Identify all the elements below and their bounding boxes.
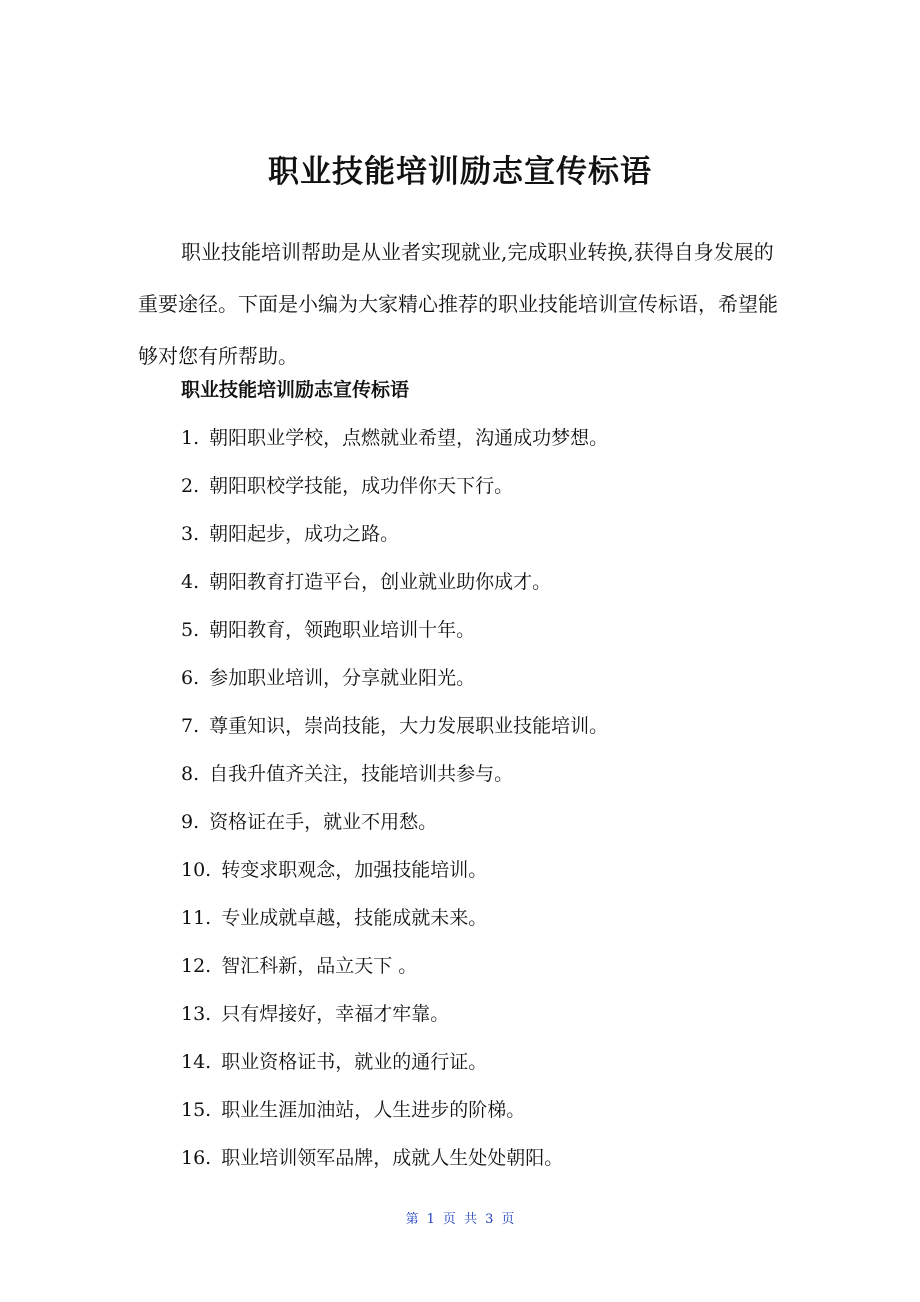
item-text: 自我升值齐关注，技能培训共参与。 [209, 763, 514, 785]
item-text: 职业生涯加油站，人生进步的阶梯。 [221, 1099, 526, 1121]
item-number: 1. [181, 427, 200, 449]
list-item [181, 664, 608, 712]
page-footer [0, 1208, 920, 1227]
item-text: 只有焊接好，幸福才牢靠。 [221, 1003, 450, 1025]
document-title: 职业技能培训励志宣传标语 [268, 154, 652, 190]
item-number: 14. [181, 1051, 212, 1073]
list-item [181, 568, 608, 616]
item-number: 15. [181, 1099, 212, 1121]
item-number: 2. [181, 475, 200, 497]
list-item [181, 472, 608, 520]
footer-suffix: 页 [501, 1212, 515, 1227]
item-number: 9. [181, 811, 200, 833]
item-number: 3. [181, 523, 200, 545]
total-pages-number: 3 [485, 1212, 494, 1227]
item-number: 8. [181, 763, 200, 785]
item-number: 16. [181, 1147, 212, 1169]
item-text: 职业培训领军品牌，成就人生处处朝阳。 [221, 1147, 564, 1169]
item-text: 朝阳职业学校，点燃就业希望，沟通成功梦想。 [209, 427, 609, 449]
list-item [181, 424, 608, 472]
item-number: 12. [181, 955, 212, 977]
list-item [181, 616, 608, 664]
item-text: 朝阳教育，领跑职业培训十年。 [209, 619, 476, 641]
item-number: 13. [181, 1003, 212, 1025]
section-heading: 职业技能培训励志宣传标语 [181, 379, 410, 401]
list-item [181, 1000, 608, 1048]
item-text: 专业成就卓越，技能成就未来。 [221, 907, 488, 929]
item-text: 朝阳职校学技能，成功伴你天下行。 [209, 475, 514, 497]
list-item [181, 808, 608, 856]
list-item [181, 520, 608, 568]
list-item [181, 904, 608, 952]
item-number: 7. [181, 715, 200, 737]
item-number: 11. [181, 907, 212, 929]
item-text: 朝阳起步，成功之路。 [209, 523, 400, 545]
list-item [181, 952, 608, 1000]
item-number: 4. [181, 571, 200, 593]
list-item [181, 760, 608, 808]
list-item [181, 1096, 608, 1144]
item-text: 资格证在手，就业不用愁。 [209, 811, 438, 833]
footer-prefix: 第 [405, 1212, 419, 1227]
item-text: 转变求职观念，加强技能培训。 [221, 859, 488, 881]
list-item [181, 1048, 608, 1096]
footer-middle: 页 共 [442, 1212, 478, 1227]
intro-paragraph: 职业技能培训帮助是从业者实现就业,完成职业转换,获得自身发展的重要途径。下面是小编为大家精心推荐的职业技能培训宣传标语，希望能够对您有所帮助。 [138, 240, 778, 368]
item-text: 朝阳教育打造平台，创业就业助你成才。 [209, 571, 552, 593]
list-item [181, 1144, 608, 1192]
item-text: 尊重知识，崇尚技能，大力发展职业技能培训。 [209, 715, 609, 737]
item-text: 参加职业培训，分享就业阳光。 [209, 667, 476, 689]
list-item [181, 856, 608, 904]
item-number: 6. [181, 667, 200, 689]
current-page-number: 1 [426, 1212, 435, 1227]
list-item [181, 712, 608, 760]
item-number: 10. [181, 859, 212, 881]
item-number: 5. [181, 619, 200, 641]
slogan-list [181, 424, 608, 1192]
item-text: 智汇科新，品立天下 。 [221, 955, 418, 977]
item-text: 职业资格证书，就业的通行证。 [221, 1051, 488, 1073]
